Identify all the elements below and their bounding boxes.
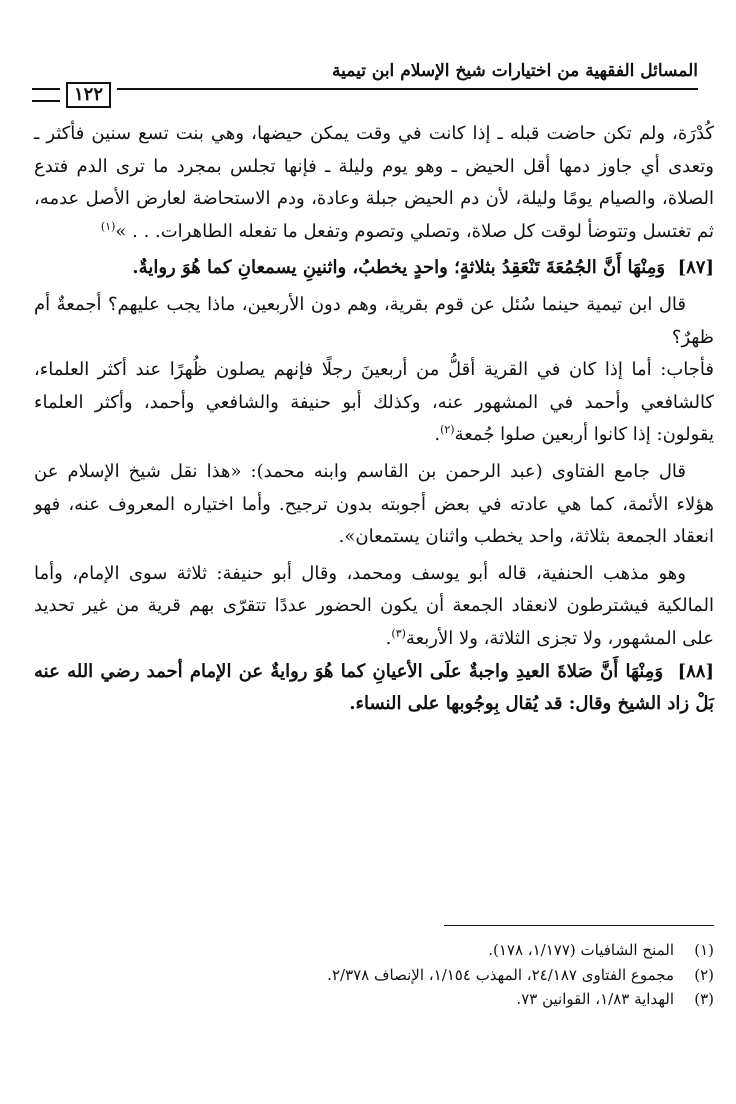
footnote-3-text: الهداية ١/٨٣، القوانين ٧٣.: [516, 990, 674, 1008]
issue-88: [34, 656, 714, 721]
paragraph-3: [34, 354, 714, 452]
paragraph-4: قال جامع الفتاوى (عبد الرحمن بن القاسم وابنه محمد): «هذا نقل شيخ الإسلام عن هؤلاء الأئمة، كما هي عادته في بعض أجوبته بدون ترجيح. وأما اختياره المعروف عنه، فهو انعقاد الجمعة بثلاثة، واحد يخطب واثنان يستمعان».: [34, 460, 714, 548]
running-title: المسائل الفقهية من اختيارات شيخ الإسلام ابن تيمية: [332, 61, 698, 81]
footnote-1-number: (١): [694, 941, 714, 959]
footnote-2-text: مجموع الفتاوى ٢٤/١٨٧، المهذب ١/١٥٤، الإنصاف ٢/٣٧٨.: [327, 965, 674, 984]
footnote-1: [34, 938, 714, 963]
paragraph-3-text: فأجاب: أما إذا كان في القرية أقلُّ من أربعينَ رجلًا فإنهم يصلون ظُهرًا عند أكثر العلماء، كالشافعي وأحمد في المشهور عنه، وكذلك أبو حنيفة والشافعي وأحمد، وأكثر العلماء يقولون: إذا كانوا أربعين صلوا جُمعة: [34, 359, 714, 446]
page-number: ١٢٢: [66, 82, 111, 108]
footnote-ref-1: (١): [100, 219, 116, 233]
paragraph-2: قال ابن تيمية حينما سُئل عن قوم بقرية، وهم دون الأربعين، ماذا يجب عليهم؟ أجمعةٌ أم ظهرٌ؟: [34, 293, 714, 348]
header-rule: [22, 88, 698, 90]
footnotes: [34, 938, 714, 1012]
body-text: [34, 118, 714, 721]
page-header: [22, 58, 698, 105]
issue-87-number: [٨٧]: [677, 257, 714, 279]
issue-87-text: وَمِنْهَا أَنَّ الجُمُعَةَ تَنْعَقِدُ بثلاثةٍ؛ واحدٍ يخطبُ، واثنينِ يسمعانِ كما هُوَ روايةٌ.: [132, 257, 666, 279]
page-number-box: [22, 80, 117, 110]
footnote-ref-2: (٢): [440, 423, 455, 437]
issue-88-number: [٨٨]: [677, 660, 714, 682]
footnote-ref-3: (٣): [391, 626, 406, 640]
paragraph-1-text: كُدْرَة، ولم تكن حاضت قبله ـ إذا كانت في وقت يمكن حيضها، وهي بنت تسع سنين فأكثر ـ وتعدى أي جاوز دمها أقل الحيض ـ وهو يوم وليلة ـ فإنها تجلس بمجرد ما ترى الدم فتدع الصلاة، والصيام يومًا وليلة، لأن دم الحيض جبلة وعادة، ودم الاستحاضة لعارض الأصل عدمه، ثم تغتسل وتتوضأ لوقت كل صلاة، وتصلي وتصوم وتفعل ما تفعله الطاهرات. . . »: [34, 123, 714, 242]
paragraph-1: [34, 118, 714, 248]
footnote-3: [34, 987, 714, 1012]
paragraph-5-text: وهو مذهب الحنفية، قاله أبو يوسف ومحمد، وقال أبو حنيفة: ثلاثة سوى الإمام، وأما المالكية فيشترطون لانعقاد الجمعة أن يكون الحضور عددًا تتقرّى بهم قرية من غير تحديد على المشهور، ولا تجزى الثلاثة، ولا الأربعة: [34, 562, 714, 649]
footnote-1-text: المنح الشافيات (١/١٧٧، ١٧٨).: [488, 941, 674, 959]
paragraph-5-end: .: [385, 627, 392, 649]
footnote-separator: [444, 925, 714, 926]
page-number-ornament: [32, 88, 60, 102]
issue-88-text: وَمِنْهَا أَنَّ صَلاةَ العيدِ واجبةٌ علَى الأعيانِ كما هُوَ روايةٌ عن الإمام أحمد رضي الله عنه بَلْ زاد الشيخ وقال: قد يُقال بِوجُوبها على النساء.: [34, 660, 714, 715]
issue-87: [34, 252, 714, 285]
footnote-2: [34, 963, 714, 988]
footnote-2-number: (٢): [694, 965, 714, 984]
paragraph-3-end: .: [434, 424, 441, 446]
paragraph-5: [34, 558, 714, 656]
footnote-3-number: (٣): [694, 990, 714, 1008]
